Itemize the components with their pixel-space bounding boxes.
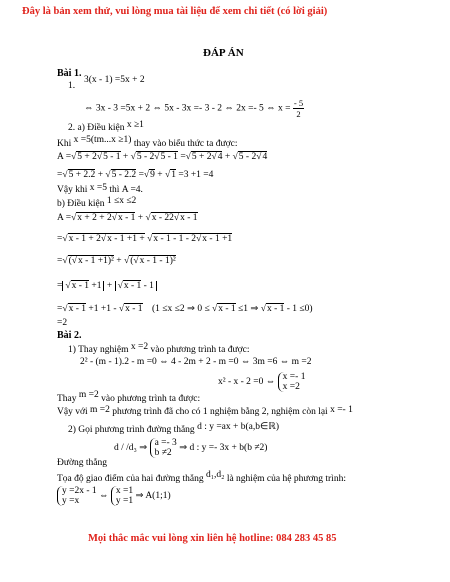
b2-mid3: - 1 - 2	[173, 234, 197, 244]
sys-root1: x =- 1	[282, 372, 306, 382]
khi-rest: thay vào biểu thức ta được:	[133, 139, 238, 149]
bai2-toa-do-line	[57, 470, 346, 484]
a-rad1: 5 + 2	[77, 152, 97, 162]
bai1-b-line2: =√x - 1 + 2√x - 1 +1 + √x - 1 - 1 - 2√x - 1 +1	[57, 234, 233, 244]
bai1-p1-chain	[84, 98, 304, 119]
parallel-system	[150, 438, 177, 458]
b5-rad: x - 1	[218, 304, 236, 314]
bai1-p2a-condition: x ≥1	[126, 120, 144, 130]
b-condition: 1 ≤x ≤2	[106, 196, 137, 206]
toa-do-math: d₁,d₂	[205, 470, 225, 480]
thay-label: Thay	[57, 394, 77, 404]
b2-mid1: + 2	[88, 234, 101, 244]
b2-mid2: +1 +	[126, 234, 145, 244]
parallel-a: a =- 3	[154, 438, 177, 448]
a2-rad4: 1	[171, 170, 176, 180]
toa-do-label: Tọa độ giao điểm của hai đường thẳng	[57, 474, 204, 484]
bai2-vay-end: x =- 1	[330, 405, 353, 415]
bai2-p1-rest: vào phương trình ta được:	[150, 345, 250, 355]
bai2-p2-parallel	[114, 438, 267, 458]
bai2-p1-equation: 2² - (m - 1).2 - m =0 ⇔ 4 - 2m + 2 - m =0 ⇔ 3m =6 ⇔ m =2	[80, 357, 312, 367]
bai1-p1-fraction	[293, 98, 304, 119]
system-b-eq1: x =1	[115, 486, 134, 496]
bai2-duong-thang: Đường thẳng	[57, 458, 108, 468]
khi-math: x =5(tm...x ≥1)	[73, 135, 132, 145]
b5-note3: - 1 ≤0)	[286, 304, 313, 314]
b2-rad1: x - 1	[107, 234, 125, 244]
bai2-p2-math: d : y =ax + b(a,b∈ℝ)	[197, 422, 279, 432]
vay-mid: thì	[109, 185, 120, 195]
a-lhs: A =	[57, 152, 72, 162]
bai1-b-line1: A =√x + 2 + 2√x - 1 + √x - 22√x - 1	[57, 213, 198, 223]
bai2-final-system: y =2x - 1 y =x ⇔ x =1 y =1 ⇒ A(1;1)	[57, 486, 171, 506]
bai1-b-condition	[57, 196, 137, 209]
system-b-eq2: y =1	[115, 496, 134, 506]
bai1-a-line1: A =√5 + 2√5 - 1 + √5 - 2√5 - 1 =√5 + 2√4 + √5 - 2√4	[57, 152, 268, 162]
bai1-b-line5: =√x - 1 +1 +1 - √x - 1 (1 ≤x ≤2 ⇒ 0 ≤ √x - 1 ≤1 ⇒ √x - 1 - 1 ≤0)	[57, 304, 313, 314]
a-rad4: 5 - 1	[160, 152, 178, 162]
a-rad6: 4	[217, 152, 223, 162]
a-rad8: 4	[262, 152, 268, 162]
thay-rest: vào phương trình ta được:	[101, 394, 201, 404]
bai1-p2a-label: 2. a) Điều kiện	[68, 123, 125, 133]
b1-rad1: x + 2	[77, 213, 97, 223]
bai2-p1-label: 1) Thay nghiệm	[68, 345, 129, 355]
parallel-cond: d / /d₃ ⇒	[114, 443, 148, 454]
parallel-b: b ≠2	[154, 448, 172, 458]
a-rad3: 5 - 2	[136, 152, 155, 162]
vay-result: A =4.	[121, 185, 143, 195]
bai1-p1-number: 1.	[68, 81, 76, 91]
bai2-thay-line	[57, 390, 201, 404]
a-rad2: 5 - 1	[103, 152, 121, 162]
b-label: b) Điều kiện	[57, 199, 105, 209]
bai1-b-line3: =√(√x - 1 +1)² + √(√x - 1 - 1)²	[57, 256, 176, 266]
a-rad5: 5 + 2	[191, 152, 212, 162]
khi-label: Khi	[57, 139, 72, 149]
bai2-p1-quadratic	[218, 372, 305, 392]
a2-tail: =3 +1 =4	[178, 170, 214, 180]
bai1-khi-line	[57, 135, 238, 149]
b1-rad4: x - 1	[180, 213, 198, 223]
page-title: ĐÁP ÁN	[203, 47, 244, 59]
bai2-p2-label: 2) Gọi phương trình đường thẳng	[68, 425, 195, 435]
bai1-b-line4: = √x - 1 +1 + √x - 1 - 1	[57, 281, 157, 291]
vay-math: x =5	[89, 183, 107, 193]
bai2-vay-label: Vậy với	[57, 407, 88, 417]
parallel-result: ⇒ d : y =- 3x + b(b ≠2)	[179, 443, 268, 454]
bai2-vay-rest: phương trình đã cho có 1 nghiệm bằng 2, nghiệm còn lại	[112, 407, 328, 417]
bai2-p1-math: x =2	[130, 342, 149, 352]
a2-rad1: 5 + 2.2	[68, 170, 96, 180]
fraction-denominator: 2	[296, 109, 301, 119]
hotline-banner: Mọi thắc mắc vui lòng xin liên hệ hotline: 084 283 45 85	[88, 533, 337, 544]
b5-note2: ≤1 ⇒	[238, 304, 259, 314]
bai1-a-line2: =√5 + 2.2 + √5 - 2.2 =√9 + √1 =3 +1 =4	[57, 170, 214, 180]
fraction-numerator: - 5	[293, 98, 304, 108]
bai1-heading: Bài 1.	[57, 68, 82, 79]
b2-rad3: x - 1	[202, 234, 220, 244]
system-result: ⇒ A(1;1)	[135, 491, 171, 502]
system-a-eq1: y =2x - 1	[62, 486, 97, 496]
toa-do-rest: là nghiệm của hệ phương trình:	[226, 474, 346, 484]
b2-tail: +1	[222, 234, 233, 244]
system-a	[57, 486, 97, 506]
b2-rad2: x - 1	[153, 234, 171, 244]
thay-math: m =2	[78, 390, 99, 400]
sys-root2: x =2	[282, 382, 300, 392]
b1-rad2: x - 1	[117, 213, 136, 223]
b5-note: (1 ≤x ≤2 ⇒ 0 ≤	[152, 304, 210, 314]
preview-banner: Đây là bản xem thử, vui lòng mua tài liệu để xem chi tiết (có lời giải)	[22, 6, 328, 17]
a-rad7: 5 - 2	[238, 152, 257, 162]
quadratic-eq: x² - x - 2 =0 ⇔	[218, 377, 276, 388]
a2-rad3: 9	[150, 170, 155, 180]
bai2-p1-line	[68, 342, 250, 355]
bai1-p1-chain-text: ⇔ 3x - 3 =5x + 2 ⇔ 5x - 3x =- 3 - 2 ⇔ 2x =- 5 ⇔ x =	[84, 103, 291, 114]
bai1-vay-line	[57, 185, 143, 195]
bai1-b-result: =2	[57, 318, 68, 328]
bai1-p1-equation: 3(x - 1) =5x + 2	[84, 75, 145, 85]
a2-rad2: 5 - 2.2	[111, 170, 137, 180]
bai1-p2a	[68, 120, 144, 133]
system-a-eq2: y =x	[62, 496, 80, 506]
system-b	[111, 486, 133, 506]
bai2-p2-line	[68, 424, 279, 435]
quadratic-system	[278, 372, 306, 392]
vay-label: Vậy khi	[57, 185, 88, 195]
bai2-vay-math: m =2	[90, 405, 110, 415]
bai2-heading: Bài 2.	[57, 330, 82, 341]
bai2-vay-line	[57, 407, 353, 417]
b1-rad3: x - 2	[151, 213, 170, 223]
